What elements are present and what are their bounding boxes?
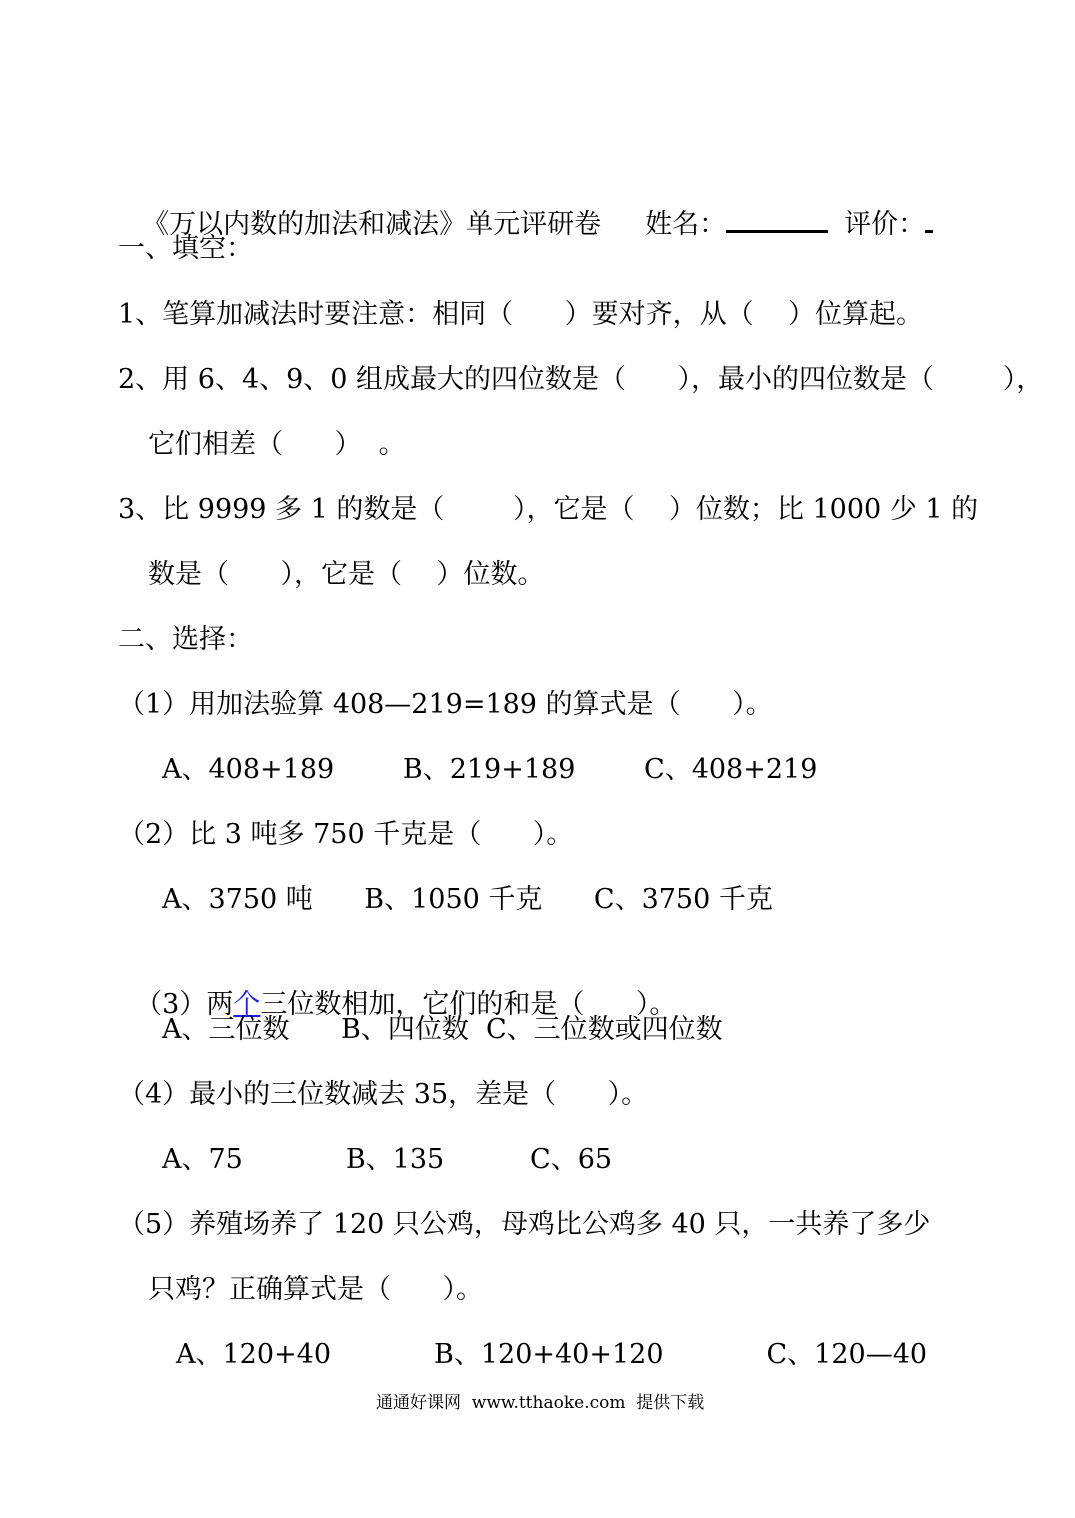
choice-question-5-line1: （5）养殖场养了 120 只公鸡，母鸡比公鸡多 40 只，一共养了多少 bbox=[118, 1209, 931, 1240]
q3-suffix: 三位数相加，它们的和是（ ）。 bbox=[260, 989, 677, 1020]
choice-options-2: A、3750 吨 B、1050 千克 C、3750 千克 bbox=[162, 884, 773, 915]
fill-question-3-line2: 数是（ ），它是（ ）位数。 bbox=[148, 559, 545, 590]
eval-label: 评价： bbox=[844, 209, 926, 240]
title-text: 《万以内数的加法和减法》单元评研卷 bbox=[142, 209, 602, 240]
choice-question-4: （4）最小的三位数减去 35，差是（ ）。 bbox=[118, 1079, 649, 1110]
choice-question-2: （2）比 3 吨多 750 千克是（ ）。 bbox=[118, 819, 574, 850]
section2-heading: 二、选择： bbox=[118, 624, 253, 655]
choice-question-1: （1）用加法验算 408—219=189 的算式是（ ）。 bbox=[118, 689, 773, 720]
section1-heading: 一、填空： bbox=[118, 233, 253, 264]
choice-options-4: A、75 B、135 C、65 bbox=[162, 1144, 613, 1175]
choice-options-5: A、120+40 B、120+40+120 C、120—40 bbox=[176, 1339, 928, 1370]
q3-prefix: （3）两 bbox=[135, 989, 234, 1020]
fill-question-2-line1: 2、用 6、4、9、0 组成最大的四位数是（ ），最小的四位数是（ ）， bbox=[118, 364, 1044, 395]
choice-question-5-line2: 只鸡？正确算式是（ ）。 bbox=[148, 1274, 483, 1305]
fill-question-1: 1、笔算加减法时要注意：相同（ ）要对齐，从（ ）位算起。 bbox=[118, 299, 924, 330]
choice-options-3: A、三位数 B、四位数 C、三位数或四位数 bbox=[162, 1014, 723, 1045]
choice-options-1: A、408+189 B、219+189 C、408+219 bbox=[162, 754, 818, 785]
name-label: 姓名： bbox=[645, 209, 727, 240]
eval-blank-field[interactable] bbox=[925, 210, 933, 233]
footer-text: 通通好课网 www.tthaoke.com 提供下载 bbox=[376, 1393, 705, 1413]
q3-link[interactable]: 个 bbox=[233, 989, 261, 1020]
fill-question-3-line1: 3、比 9999 多 1 的数是（ ），它是（ ）位数；比 1000 少 1 的 bbox=[118, 494, 979, 525]
fill-question-2-line2: 它们相差（ ） 。 bbox=[148, 429, 406, 460]
name-blank-field[interactable] bbox=[726, 210, 828, 233]
